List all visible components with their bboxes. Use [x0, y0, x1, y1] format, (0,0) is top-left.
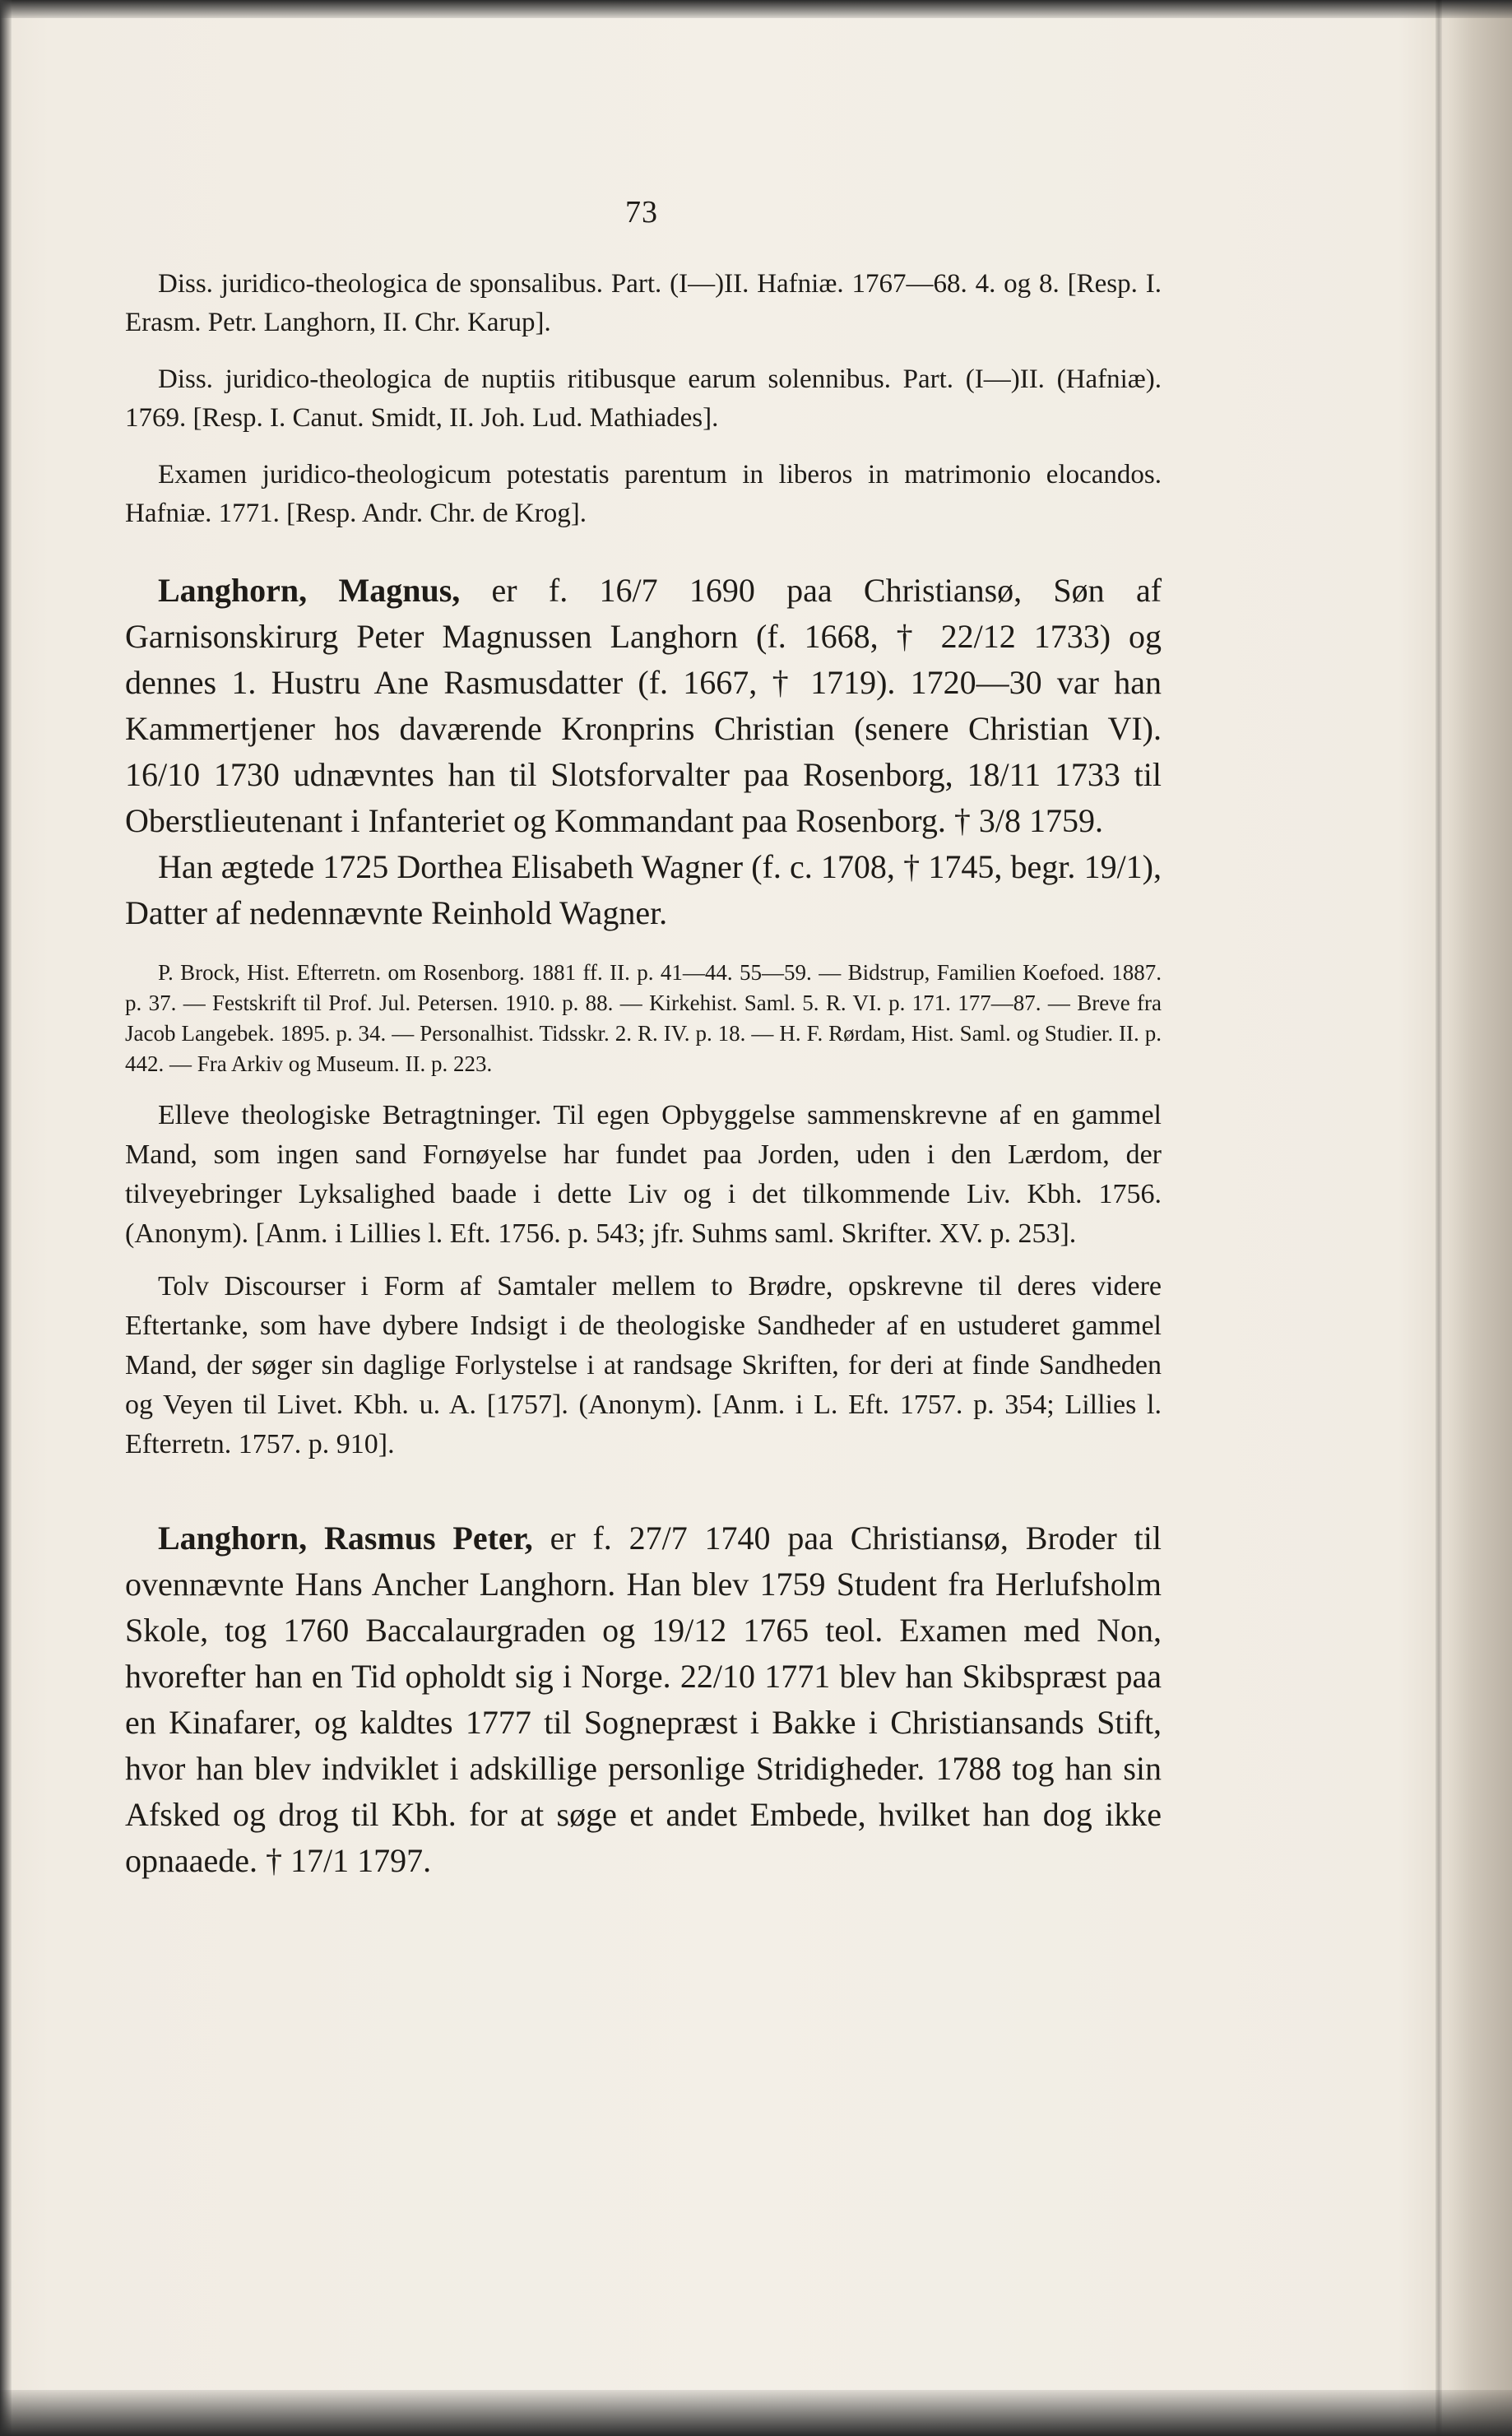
page-number: 73: [625, 195, 658, 230]
entry-works-list: [125, 1096, 1162, 1464]
entry-references: P. Brock, Hist. Efterretn. om Rosenborg. 1881 ff. II. p. 41—44. 55—59. — Bidstrup, Familien Koefoed. 1887. p. 37. — Festskrift til Prof. Jul. Petersen. 1910. p. 88. — Kirkehist. Saml. 5. R. VI. p. 171. 177—87. — Breve fra Jacob Langebek. 1895. p. 34. — Personalhist. Tidsskr. 2. R. IV. p. 18. — H. F. Rørdam, Hist. Saml. og Studier. II. p. 442. — Fra Arkiv og Museum. II. p. 223.: [125, 960, 1162, 1076]
scan-top-shadow: [0, 0, 1512, 18]
entry-name: Langhorn, Magnus,: [158, 572, 461, 609]
scan-left-edge: [0, 0, 12, 2436]
entry-rasmus-peter-langhorn: [125, 1515, 1162, 1884]
entry-marriage: Han ægtede 1725 Dorthea Elisabeth Wagner (f. c. 1708, † 1745, begr. 19/1), Datter af nedennævnte Reinhold Wagner.: [125, 848, 1162, 931]
scan-bottom-edge: [0, 2390, 1512, 2436]
work-entry: Diss. juridico-theologica de sponsalibus. Part. (I—)II. Hafniæ. 1767—68. 4. og 8. [Resp. I. Erasm. Petr. Langhorn, II. Chr. Karup].: [125, 269, 1162, 337]
entry-biography-text: er f. 16/7 1690 paa Christiansø, Søn af Garnisonskirurg Peter Magnussen Langhorn (f. 1668, † 22/12 1733) og dennes 1. Hustru Ane Rasmusdatter (f. 1667, † 1719). 1720—30 var han Kammertjener hos daværende Kronprins Christian (senere Christian VI). 16/10 1730 udnævntes han til Slotsforvalter paa Rosenborg, 18/11 1733 til Oberstlieutenant i Infanteriet og Kommandant paa Rosenborg. † 3/8 1759.: [125, 572, 1162, 839]
entry-biography: [125, 568, 1162, 844]
entry-biography: [125, 1515, 1162, 1884]
scan-right-edge: [1435, 0, 1442, 2436]
entry-biography-text: er f. 27/7 1740 paa Christiansø, Broder til ovennævnte Hans Ancher Langhorn. Han blev 1759 Student fra Herlufsholm Skole, tog 1760 Baccalaurgraden og 19/12 1765 teol. Examen med Non, hvorefter han en Tid opholdt sig i Norge. 22/10 1771 blev han Skibspræst paa en Kinafarer, og kaldtes 1777 til Sognepræst i Bakke i Christiansands Stift, hvor han blev indviklet i adskillige personlige Stridigheder. 1788 tog han sin Afsked og drog til Kbh. for at søge et andet Embede, hvilket han dog ikke opnaaede. † 17/1 1797.: [125, 1520, 1162, 1879]
entry-name: Langhorn, Rasmus Peter,: [158, 1520, 533, 1557]
top-works-list: [125, 265, 1162, 533]
work-entry: Diss. juridico-theologica de nuptiis ritibusque earum solennibus. Part. (I—)II. (Hafniæ). 1769. [Resp. I. Canut. Smidt, II. Joh. Lud. Mathiades].: [125, 364, 1162, 433]
page-content: [125, 265, 1162, 1884]
work-entry: Tolv Discourser i Form af Samtaler mellem to Brødre, opskrevne til deres videre Eftertanke, som have dybere Indsigt i de theologiske Sandheder af en ustuderet gammel Mand, der søger sin daglige Forlystelse i at randsage Skriften, for deri at finde Sandheden og Veyen til Livet. Kbh. u. A. [1757]. (Anonym). [Anm. i L. Eft. 1757. p. 354; Lillies l. Efterretn. 1757. p. 910].: [125, 1271, 1162, 1459]
work-entry: Elleve theologiske Betragtninger. Til egen Opbyggelse sammenskrevne af en gammel Mand, som ingen sand Fornøyelse har fundet paa Jorden, uden i den Lærdom, der tilveyebringer Lyksalighed baade i dette Liv og i det tilkommende Liv. Kbh. 1756. (Anonym). [Anm. i Lillies l. Eft. 1756. p. 543; jfr. Suhms saml. Skrifter. XV. p. 253].: [125, 1100, 1162, 1249]
work-entry: Examen juridico-theologicum potestatis parentum in liberos in matrimonio elocandos. Hafniæ. 1771. [Resp. Andr. Chr. de Krog].: [125, 460, 1162, 528]
entry-magnus-langhorn: [125, 568, 1162, 1464]
